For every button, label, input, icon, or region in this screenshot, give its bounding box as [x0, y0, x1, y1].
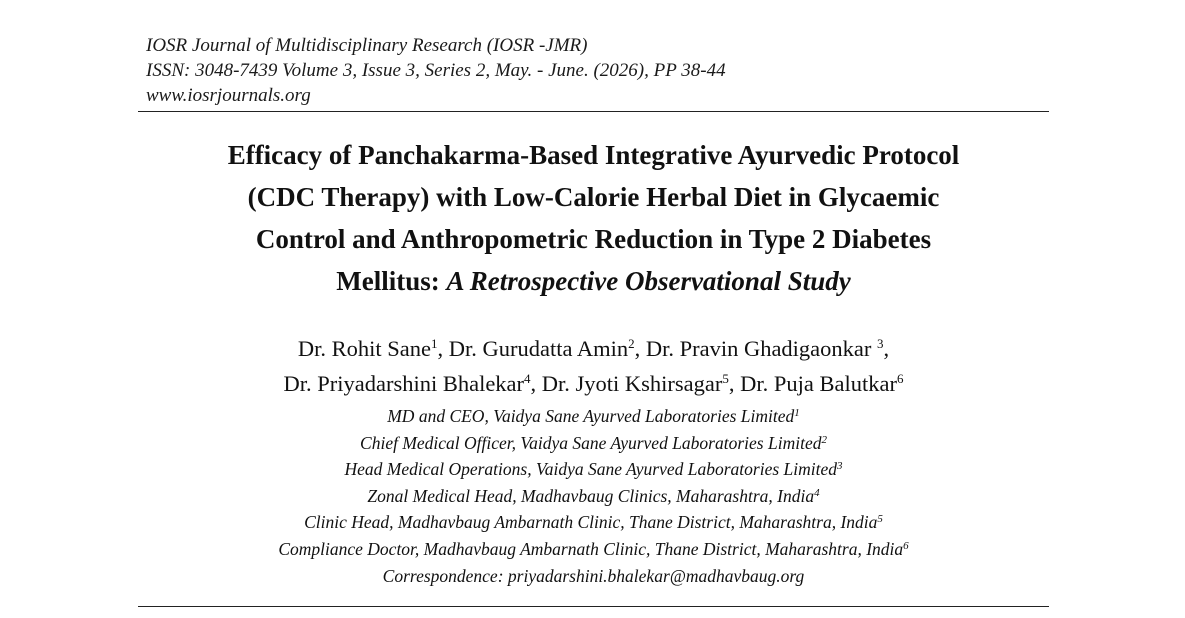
footer-divider	[138, 606, 1049, 607]
affiliation-list	[138, 403, 1049, 589]
title-line-2: (CDC Therapy) with Low-Calorie Herbal Diet in Glycaemic	[247, 182, 940, 212]
author-separator: ,	[530, 371, 542, 396]
author-separator: ,	[437, 336, 449, 361]
author-name: Dr. Priyadarshini Bhalekar	[283, 371, 525, 396]
title-line-3: Control and Anthropometric Reduction in Type 2 Diabetes	[255, 224, 932, 254]
affiliation-text: Head Medical Operations, Vaidya Sane Ayurved Laboratories Limited	[344, 459, 838, 480]
author-line-2	[138, 366, 1049, 401]
author-list	[138, 331, 1049, 401]
author-name: Dr. Gurudatta Amin	[448, 336, 629, 361]
author-marker: 3	[877, 336, 884, 351]
title-line-4	[138, 260, 1049, 302]
affiliation-4	[138, 483, 1049, 510]
affiliation-marker: 2	[821, 433, 827, 446]
affiliation-marker: 6	[903, 539, 909, 552]
affiliation-6	[138, 536, 1049, 563]
journal-header	[146, 33, 1046, 108]
author-marker: 4	[524, 371, 531, 386]
author-name: Dr. Rohit Sane	[297, 336, 431, 361]
author-separator: ,	[883, 336, 890, 361]
affiliation-marker: 4	[814, 486, 820, 499]
paper-title	[138, 134, 1049, 302]
affiliation-text: Clinic Head, Madhavbaug Ambarnath Clinic, Thane District, Maharashtra, India	[304, 512, 878, 533]
author-line-1	[138, 331, 1049, 366]
affiliation-marker: 3	[837, 460, 843, 473]
affiliation-text: MD and CEO, Vaidya Sane Ayurved Laboratories Limited	[387, 406, 795, 426]
author-marker: 6	[897, 371, 904, 386]
journal-name: IOSR Journal of Multidisciplinary Research (IOSR -JMR)	[146, 35, 588, 56]
author-marker: 5	[722, 371, 729, 386]
affiliation-marker: 5	[877, 513, 883, 526]
journal-issn-line: ISSN: 3048-7439 Volume 3, Issue 3, Series 2, May. - June. (2026), PP 38-44	[146, 60, 726, 81]
author-name: Dr. Puja Balutkar	[740, 371, 898, 396]
affiliation-text: Compliance Doctor, Madhavbaug Ambarnath Clinic, Thane District, Maharashtra, India	[278, 538, 904, 559]
title-line-1: Efficacy of Panchakarma-Based Integrative Ayurvedic Protocol	[227, 140, 960, 170]
affiliation-text: Chief Medical Officer, Vaidya Sane Ayurved Laboratories Limited	[360, 432, 822, 453]
author-name: Dr. Jyoti Kshirsagar	[541, 371, 723, 396]
correspondence-line: Correspondence: priyadarshini.bhalekar@madhavbaug.org	[382, 565, 805, 586]
title-line-4-main: Mellitus:	[336, 266, 440, 296]
title-subtitle: A Retrospective Observational Study	[446, 266, 851, 296]
affiliation-marker: 1	[794, 407, 800, 419]
author-marker: 1	[430, 336, 438, 351]
author-name: Dr. Pravin Ghadigaonkar	[645, 336, 878, 361]
affiliation-text: Zonal Medical Head, Madhavbaug Clinics, Maharashtra, India	[367, 485, 815, 506]
author-separator: ,	[728, 371, 741, 396]
author-marker: 2	[628, 336, 635, 351]
affiliation-3	[138, 456, 1049, 483]
journal-website: www.iosrjournals.org	[146, 85, 311, 106]
affiliation-1	[138, 403, 1049, 430]
author-separator: ,	[634, 336, 646, 361]
affiliation-5	[138, 509, 1049, 536]
header-divider	[138, 111, 1049, 112]
affiliation-2	[138, 430, 1049, 457]
